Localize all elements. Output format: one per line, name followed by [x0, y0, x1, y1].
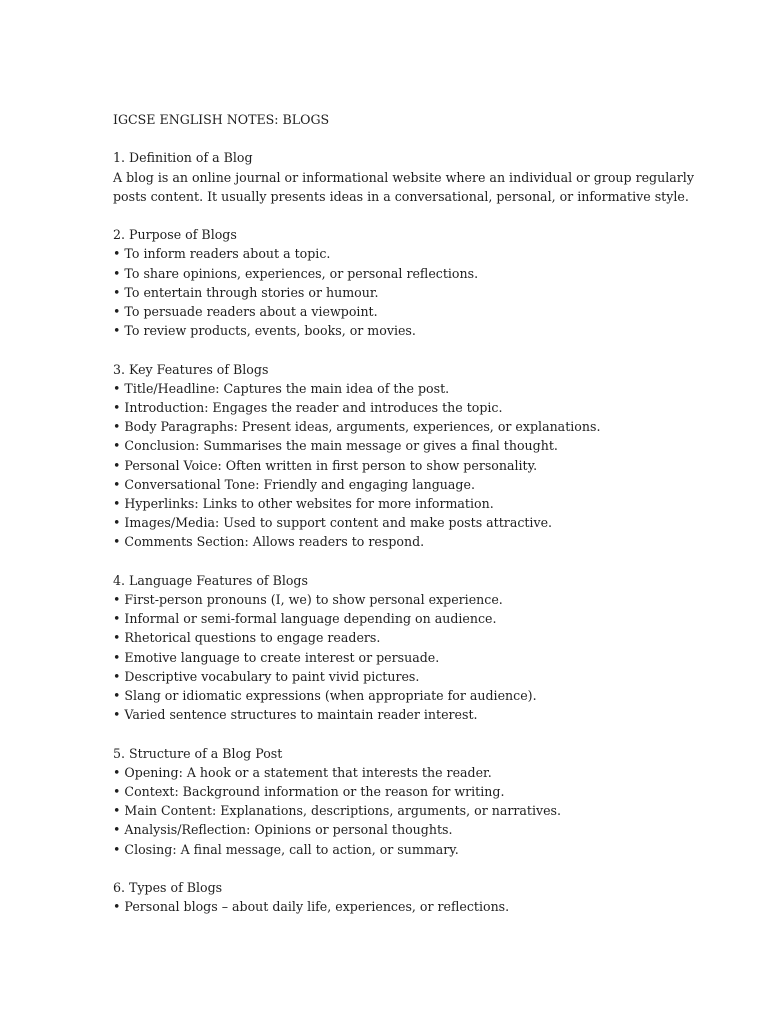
- bullet-item: • Personal Voice: Often written in first person to show personality.: [113, 457, 538, 473]
- spacer: [113, 724, 688, 743]
- spacer: [113, 859, 688, 878]
- section-definition: [113, 148, 694, 206]
- bullet-item: • Analysis/Reflection: Opinions or personal thoughts.: [113, 822, 453, 838]
- bullet-item: • Closing: A final message, call to action, or summary.: [113, 841, 459, 857]
- bullet-item: • Body Paragraphs: Present ideas, arguments, experiences, or explanations.: [113, 419, 601, 435]
- bullet-item: • Hyperlinks: Links to other websites for more information.: [113, 496, 494, 512]
- spacer: [113, 129, 688, 148]
- bullet-item: • Emotive language to create interest or persuade.: [113, 649, 440, 665]
- bullet-item: • Slang or idiomatic expressions (when appropriate for audience).: [113, 688, 537, 704]
- section-heading: 1. Definition of a Blog: [113, 150, 253, 166]
- bullet-item: • To share opinions, experiences, or personal reflections.: [113, 265, 479, 281]
- bullet-item: • Informal or semi-formal language depending on audience.: [113, 611, 497, 627]
- section-types: [113, 878, 688, 916]
- bullet-item: • Descriptive vocabulary to paint vivid pictures.: [113, 668, 420, 684]
- section-purpose: [113, 225, 688, 340]
- bullet-item: • To review products, events, books, or movies.: [113, 323, 416, 339]
- paragraph-line: posts content. It usually presents ideas in a conversational, personal, or informative style.: [113, 188, 689, 204]
- bullet-item: • To entertain through stories or humour.: [113, 284, 379, 300]
- bullet-item: • Conversational Tone: Friendly and engaging language.: [113, 476, 475, 492]
- section-structure: [113, 744, 688, 859]
- bullet-item: • Opening: A hook or a statement that interests the reader.: [113, 764, 492, 780]
- section-heading: 5. Structure of a Blog Post: [113, 745, 283, 761]
- section-heading: 2. Purpose of Blogs: [113, 227, 237, 243]
- bullet-item: • To persuade readers about a viewpoint.: [113, 304, 378, 319]
- bullet-item: • Images/Media: Used to support content and make posts attractive.: [113, 515, 553, 531]
- spacer: [113, 340, 688, 359]
- bullet-item: • Context: Background information or the reason for writing.: [113, 784, 505, 800]
- section-heading: 3. Key Features of Blogs: [113, 361, 269, 377]
- bullet-item: • Conclusion: Summarises the main message or gives a final thought.: [113, 438, 558, 454]
- bullet-item: • Main Content: Explanations, descriptions, arguments, or narratives.: [113, 803, 562, 819]
- bullet-item: • Title/Headline: Captures the main idea of the post.: [113, 380, 450, 396]
- bullet-item: • Introduction: Engages the reader and introduces the topic.: [113, 400, 503, 415]
- bullet-item: • To inform readers about a topic.: [113, 246, 331, 262]
- bullet-item: • Personal blogs – about daily life, experiences, or reflections.: [113, 899, 510, 915]
- document-title: IGCSE ENGLISH NOTES: BLOGS: [113, 112, 330, 127]
- paragraph-line: A blog is an online journal or informational website where an individual or group regularly: [113, 169, 694, 185]
- spacer: [113, 206, 688, 225]
- bullet-item: • Varied sentence structures to maintain reader interest.: [113, 707, 478, 723]
- section-key-features: [113, 360, 688, 552]
- section-heading: 6. Types of Blogs: [113, 880, 223, 896]
- spacer: [113, 552, 688, 571]
- bullet-item: • Comments Section: Allows readers to respond.: [113, 534, 425, 550]
- bullet-item: • Rhetorical questions to engage readers.: [113, 630, 381, 646]
- bullet-item: • First-person pronouns (I, we) to show personal experience.: [113, 592, 503, 608]
- section-heading: 4. Language Features of Blogs: [113, 572, 308, 588]
- section-language-features: [113, 571, 688, 725]
